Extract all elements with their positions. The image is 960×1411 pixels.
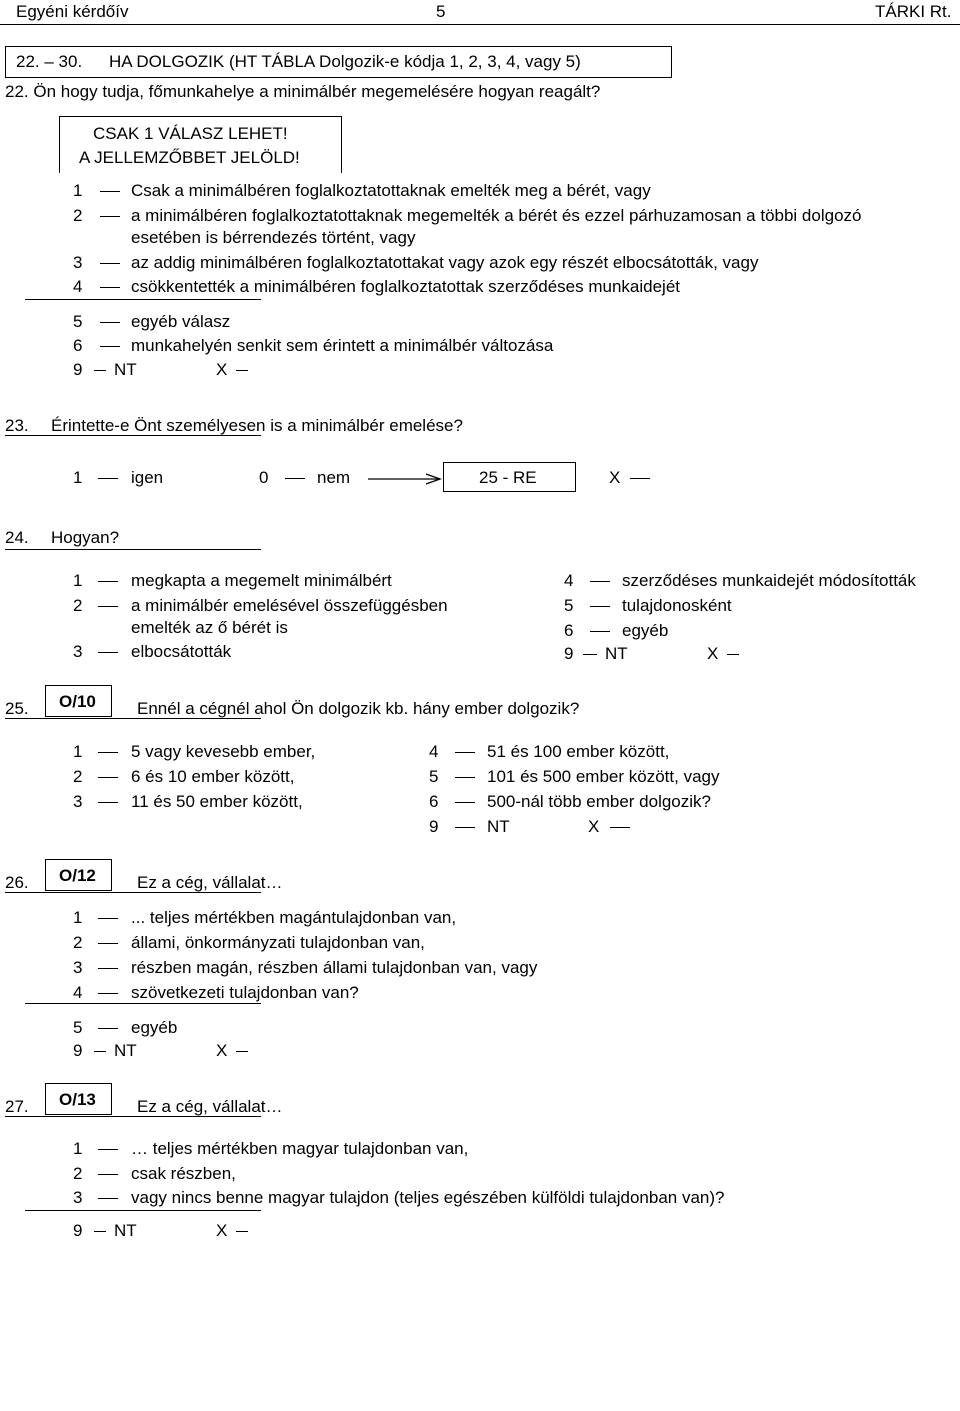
answer-dash[interactable] — [98, 1198, 118, 1199]
option-code: 6 — [429, 792, 439, 811]
option-code: 6 — [564, 621, 574, 640]
option-text: állami, önkormányzati tulajdonban van, — [131, 933, 425, 952]
nt-label: NT — [605, 644, 628, 663]
answer-dash[interactable] — [236, 370, 248, 371]
answer-dash[interactable] — [98, 918, 118, 919]
divider — [5, 892, 261, 893]
code-box-label: O/12 — [59, 866, 96, 885]
option-code: 2 — [73, 767, 83, 786]
answer-dash[interactable] — [285, 478, 305, 479]
nt-code: 9 — [73, 360, 83, 379]
answer-dash[interactable] — [98, 1149, 118, 1150]
answer-dash[interactable] — [100, 191, 120, 192]
header-rule — [0, 24, 960, 25]
option-text: 11 és 50 ember között, — [131, 792, 303, 811]
filter-text: HA DOLGOZIK (HT TÁBLA Dolgozik-e kódja 1, 2, 3, 4, vagy 5) — [109, 52, 581, 71]
option-text: tulajdonosként — [622, 596, 732, 615]
header-org: TÁRKI Rt. — [875, 2, 952, 21]
option-text: egyéb — [622, 621, 669, 640]
option-code: 1 — [73, 742, 83, 761]
answer-dash[interactable] — [98, 1028, 118, 1029]
option-text: elbocsátották — [131, 642, 232, 661]
answer-dash[interactable] — [98, 606, 118, 607]
option-code: 3 — [73, 253, 83, 272]
divider — [5, 549, 261, 550]
option-code: 0 — [259, 468, 269, 487]
answer-dash[interactable] — [98, 943, 118, 944]
option-code: 1 — [73, 908, 83, 927]
x-label: X — [609, 468, 621, 487]
option-text-cont: esetében is bérrendezés történt, vagy — [131, 228, 416, 247]
option-code: 5 — [564, 596, 574, 615]
nt-label: NT — [114, 1221, 137, 1240]
answer-dash[interactable] — [630, 478, 650, 479]
nt-code: 9 — [429, 817, 439, 836]
answer-dash[interactable] — [94, 1051, 106, 1052]
option-text: ... teljes mértékben magántulajdonban van, — [131, 908, 457, 927]
option-text: egyéb — [131, 1018, 178, 1037]
answer-dash[interactable] — [583, 654, 597, 655]
answer-dash[interactable] — [590, 581, 610, 582]
option-code: 4 — [73, 983, 83, 1002]
instruction-1: CSAK 1 VÁLASZ LEHET! — [93, 124, 288, 143]
x-label: X — [216, 360, 228, 379]
answer-dash[interactable] — [727, 654, 739, 655]
header-title: Egyéni kérdőív — [16, 2, 129, 21]
answer-dash[interactable] — [98, 993, 118, 994]
option-text: munkahelyén senkit sem érintett a minimálbér változása — [131, 336, 554, 355]
answer-dash[interactable] — [98, 581, 118, 582]
divider — [25, 1003, 261, 1004]
option-code: 2 — [73, 1164, 83, 1183]
nt-label: NT — [114, 360, 137, 379]
q26-question: Ez a cég, vállalat… — [137, 873, 283, 892]
option-code: 2 — [73, 933, 83, 952]
nt-code: 9 — [73, 1221, 83, 1240]
nt-code: 9 — [564, 644, 574, 663]
option-text: egyéb válasz — [131, 312, 231, 331]
filter-label: 22. – 30. — [16, 52, 83, 71]
answer-dash[interactable] — [98, 1174, 118, 1175]
x-label: X — [216, 1221, 228, 1240]
option-code: 4 — [564, 571, 574, 590]
q23-number: 23. — [5, 416, 29, 435]
skip-arrow-icon — [368, 471, 446, 487]
x-label: X — [216, 1041, 228, 1060]
answer-dash[interactable] — [610, 827, 630, 828]
option-text: szövetkezeti tulajdonban van? — [131, 983, 359, 1002]
option-text: 51 és 100 ember között, — [487, 742, 670, 761]
option-code: 2 — [73, 596, 83, 615]
answer-dash[interactable] — [590, 631, 610, 632]
option-text: Csak a minimálbéren foglalkoztatottaknak emelték meg a bérét, vagy — [131, 181, 651, 200]
code-box-label: O/13 — [59, 1090, 96, 1109]
option-text: 6 és 10 ember között, — [131, 767, 295, 786]
instruction-2: A JELLEMZŐBBET JELÖLD! — [79, 148, 300, 167]
x-label: X — [588, 817, 600, 836]
option-code: 1 — [73, 468, 83, 487]
q27-question: Ez a cég, vállalat… — [137, 1097, 283, 1116]
option-code: 4 — [429, 742, 439, 761]
option-text: csökkentették a minimálbéren foglalkoztatottak szerződéses munkaidejét — [131, 277, 681, 296]
option-text: a minimálbéren foglalkoztatottaknak megemelték a bérét és ezzel párhuzamosan a többi dolgozó — [131, 206, 862, 225]
q25-number: 25. — [5, 699, 29, 718]
code-box-label: O/10 — [59, 692, 96, 711]
answer-dash[interactable] — [236, 1051, 248, 1052]
answer-dash[interactable] — [236, 1231, 248, 1232]
q24-question: Hogyan? — [51, 528, 120, 547]
nt-label: NT — [487, 817, 510, 836]
answer-dash[interactable] — [94, 1231, 106, 1232]
option-code: 2 — [73, 206, 83, 225]
option-text: 500-nál több ember dolgozik? — [487, 792, 711, 811]
option-code: 4 — [73, 277, 83, 296]
option-text: a minimálbér emelésével összefüggésben — [131, 596, 448, 615]
option-text: részben magán, részben állami tulajdonban van, vagy — [131, 958, 538, 977]
option-text: igen — [131, 468, 164, 487]
option-code: 3 — [73, 958, 83, 977]
answer-dash[interactable] — [455, 802, 475, 803]
q22-question: 22. Ön hogy tudja, főmunkahelye a minimálbér megemelésére hogyan reagált? — [5, 82, 601, 101]
option-text: csak részben, — [131, 1164, 236, 1183]
option-text: megkapta a megemelt minimálbért — [131, 571, 392, 590]
option-code: 5 — [429, 767, 439, 786]
answer-dash[interactable] — [100, 287, 120, 288]
answer-dash[interactable] — [455, 827, 475, 828]
skip-label: 25 - RE — [479, 468, 537, 487]
instruction-box-right — [341, 116, 342, 173]
answer-dash[interactable] — [98, 652, 118, 653]
option-text: az addig minimálbéren foglalkoztatottakat vagy azok egy részét elbocsátották, vagy — [131, 253, 759, 272]
option-text-cont: emelték az ő bérét is — [131, 618, 288, 637]
option-text: vagy nincs benne magyar tulajdon (teljes egészében külföldi tulajdonban van)? — [131, 1188, 725, 1207]
option-code: 3 — [73, 1188, 83, 1207]
divider — [25, 1210, 261, 1211]
divider — [25, 299, 261, 300]
q27-number: 27. — [5, 1097, 29, 1116]
nt-label: NT — [114, 1041, 137, 1060]
option-text: 5 vagy kevesebb ember, — [131, 742, 316, 761]
option-code: 1 — [73, 571, 83, 590]
option-code: 3 — [73, 792, 83, 811]
option-code: 5 — [73, 1018, 83, 1037]
divider — [5, 718, 261, 719]
divider — [5, 435, 261, 436]
option-text: nem — [317, 468, 351, 487]
x-label: X — [707, 644, 719, 663]
q23-question: Érintette-e Önt személyesen is a minimálbér emelése? — [51, 416, 463, 435]
option-text: 101 és 500 ember között, vagy — [487, 767, 720, 786]
answer-dash[interactable] — [455, 752, 475, 753]
q26-number: 26. — [5, 873, 29, 892]
answer-dash[interactable] — [100, 263, 120, 264]
option-text: … teljes mértékben magyar tulajdonban van, — [131, 1139, 469, 1158]
answer-dash[interactable] — [98, 777, 118, 778]
answer-dash[interactable] — [94, 370, 106, 371]
answer-dash[interactable] — [98, 802, 118, 803]
nt-code: 9 — [73, 1041, 83, 1060]
option-code: 3 — [73, 642, 83, 661]
option-code: 6 — [73, 336, 83, 355]
answer-dash[interactable] — [100, 346, 120, 347]
option-code: 1 — [73, 1139, 83, 1158]
answer-dash[interactable] — [98, 752, 118, 753]
answer-dash[interactable] — [455, 777, 475, 778]
option-code: 5 — [73, 312, 83, 331]
q24-number: 24. — [5, 528, 29, 547]
option-text: szerződéses munkaidejét módosították — [622, 571, 916, 590]
answer-dash[interactable] — [100, 216, 120, 217]
answer-dash[interactable] — [98, 478, 118, 479]
divider — [5, 1116, 261, 1117]
answer-dash[interactable] — [100, 322, 120, 323]
option-code: 1 — [73, 181, 83, 200]
answer-dash[interactable] — [590, 606, 610, 607]
q25-question: Ennél a cégnél ahol Ön dolgozik kb. hány ember dolgozik? — [137, 699, 580, 718]
answer-dash[interactable] — [98, 968, 118, 969]
page-number: 5 — [436, 2, 446, 21]
